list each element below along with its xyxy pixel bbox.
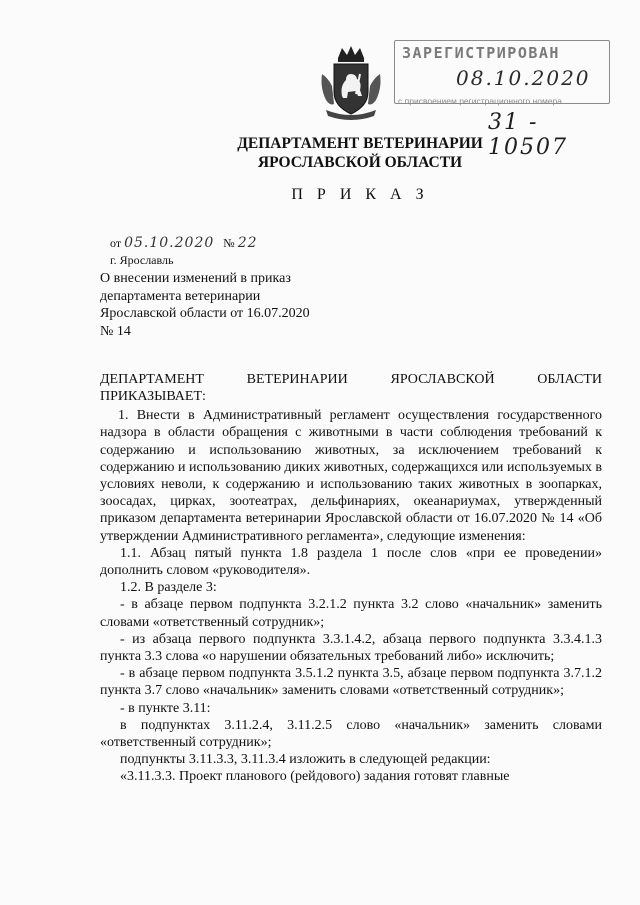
subject-line: О внесении изменений в приказ xyxy=(100,271,291,286)
order-body xyxy=(100,372,602,786)
subject-line: № 14 xyxy=(100,323,131,339)
document-type: П Р И К А З xyxy=(291,186,429,203)
department-line-2: ЯРОСЛАВСКОЙ ОБЛАСТИ xyxy=(257,154,463,171)
intro-line: ДЕПАРТАМЕНТ ВЕТЕРИНАРИИ ЯРОСЛАВСКОЙ ОБЛАСТИ xyxy=(100,372,602,387)
body-paragraph: - в абзаце первом подпункта 3.5.1.2 пункта 3.5, абзаце первом подпункта 3.7.1.2 пункта 3.7 слово «начальник» заменить словами «ответственный сотрудник»; xyxy=(100,666,602,699)
subject-line: Ярославской области от 16.07.2020 xyxy=(100,306,310,322)
registration-stamp xyxy=(394,40,612,160)
body-paragraph: 1. Внести в Административный регламент осуществления государственного надзора в области обращения с животными в части соблюдения требований к содержанию и использованию животных, за исключением требований к содержанию и использованию диких животных, содержащихся или используемых в условиях неволи, к содержанию и использованию таких животных в зоопарках, зоосадах, цирках, зоотеатрах, дельфинариях, океанариумах, утвержденный приказом департамента ветеринарии Ярославской области от 16.07.2020 № 14 «Об утверждении Административного регламента», следующие изменения: xyxy=(100,408,602,544)
body-paragraph: подпункты 3.11.3.3, 3.11.3.4 изложить в следующей редакции: xyxy=(120,752,491,768)
body-paragraph: 1.1. Абзац пятый пункта 1.8 раздела 1 после слов «при ее проведении» дополнить словом «руководителя». xyxy=(100,545,602,579)
order-date: 05.10.2020 xyxy=(124,235,215,251)
stamp-date: 08.10.2020 xyxy=(456,66,591,90)
subject-line: департамента ветеринарии xyxy=(100,288,261,304)
stamp-title: ЗАРЕГИСТРИРОВАН xyxy=(402,44,560,62)
body-paragraph: 1.2. В разделе 3: xyxy=(120,580,217,596)
body-paragraph: «3.11.3.3. Проект планового (рейдового) задания готовят главные xyxy=(120,769,510,785)
body-paragraph: - в абзаце первом подпункта 3.2.1.2 пункта 3.2 слово «начальник» заменить словами «ответственный сотрудник»; xyxy=(100,597,602,630)
body-paragraph: - из абзаца первого подпункта 3.3.1.4.2, абзаца первого подпункта 3.3.4.1.3 пункта 3.3 слова «о нарушении обязательных требований либо» исключить; xyxy=(100,631,602,665)
intro-command: ПРИКАЗЫВАЕТ: xyxy=(100,389,206,404)
order-subject xyxy=(100,270,400,340)
body-paragraph: в подпунктах 3.11.2.4, 3.11.2.5 слово «начальник» заменить словами «ответственный сотрудник»; xyxy=(100,717,602,751)
number-prefix: № xyxy=(223,236,235,250)
order-date-line xyxy=(110,235,258,251)
stamp-number: 31 - 10507 xyxy=(488,110,568,160)
city: г. Ярославль xyxy=(110,253,174,267)
order-number: 22 xyxy=(237,235,258,251)
stamp-note: с присвоением регистрационного номера xyxy=(398,96,562,106)
coat-of-arms-icon xyxy=(316,44,386,120)
body-paragraph: - в пункте 3.11: xyxy=(120,700,211,716)
department-name xyxy=(210,134,510,172)
date-prefix: от xyxy=(110,236,122,250)
department-line-1: ДЕПАРТАМЕНТ ВЕТЕРИНАРИИ xyxy=(237,135,483,152)
